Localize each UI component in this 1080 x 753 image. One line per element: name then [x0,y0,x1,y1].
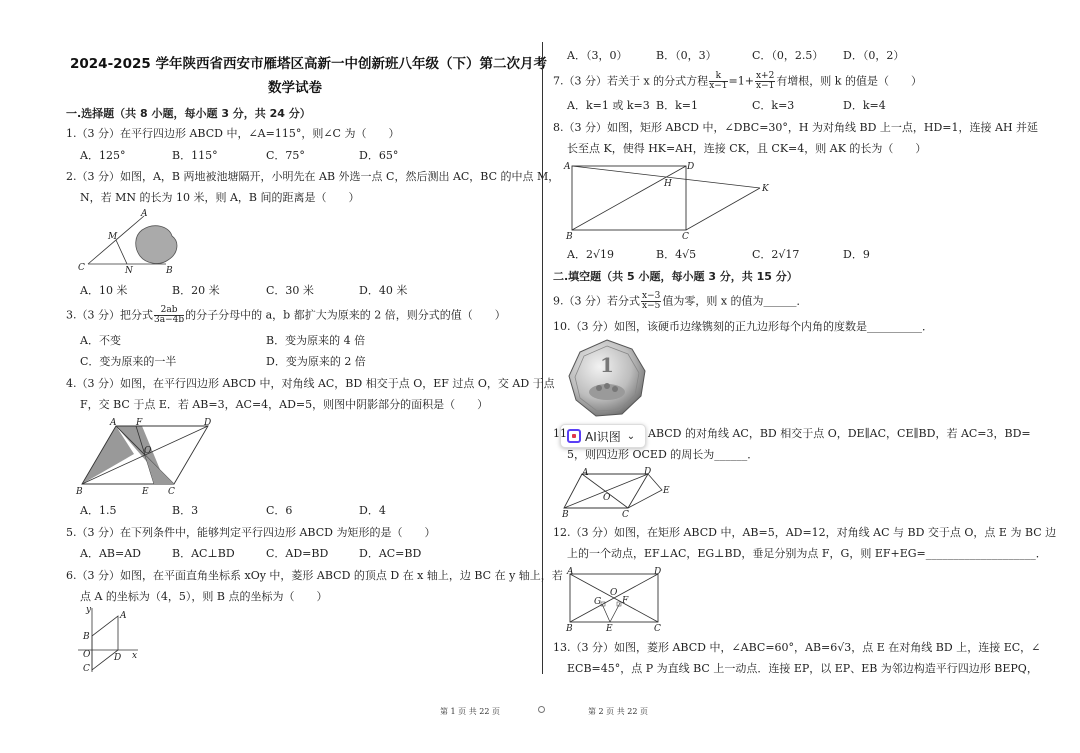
q11-text-line1: ABCD 的对角线 AC，BD 相交于点 O，DE∥AC，CE∥BD，若 AC=3，BD= [648,427,1031,440]
q3-option-c: C．变为原来的一半 [80,355,177,368]
q4-label-o: O [144,446,152,456]
q7-f2-denominator: x−1 [755,81,775,91]
q12-label-b: B [566,624,573,634]
q6-label-a: A [120,611,127,621]
q9-suffix: 值为零，则 x 的值为______． [662,294,808,308]
q10-coin-numeral: 1 [600,353,614,377]
q7-option-a: A．k=1 或 k=3 [567,99,650,112]
q12-rectangle-figure [562,564,672,634]
q8-option-b: B．4√5 [656,248,697,261]
chevron-down-icon: ⌄ [626,430,636,442]
q6-label-o: O [83,650,91,660]
q7-f1-denominator: x−1 [709,81,728,91]
q13-text-line1: 13.（3 分）如图，菱形 ABCD 中，∠ABC=60°，AB=6√3，点 E 在对角线 BD 上，连接 EC，∠ [553,641,1041,654]
q8-label-a: A [564,162,571,172]
q4-text-line2: F，交 BC 于点 E．若 AB=3，AC=4，AD=5，则图中阴影部分的面积是（ ） [80,398,489,411]
q2-label-b: B [166,266,173,276]
footer-page-left: 第 1 页 共 22 页 [440,707,500,716]
q5-text: 5.（3 分）在下列条件中，能够判定平行四边形 ABCD 为矩形的是（ ） [66,526,436,539]
q11-label-b: B [562,510,569,518]
q8-text-line1: 8.（3 分）如图，矩形 ABCD 中，∠DBC=30°，H 为对角线 BD 上一点，HD=1，连接 AH 并延 [553,121,1039,134]
q10-coin-image [566,338,648,420]
q4-label-e: E [142,487,149,496]
q8-label-b: B [566,232,573,242]
q5-option-b: B．AC⊥BD [172,547,235,560]
q1-option-a: A．125° [80,149,126,162]
q3-option-d: D．变为原来的 2 倍 [266,355,366,368]
q11-text-line2: 5，则四边形 OCED 的周长为______． [567,448,759,461]
q7-f1-numerator: k [709,72,727,82]
q1-option-b: B．115° [172,149,218,162]
page-separator-icon [538,706,545,713]
q9-fraction [641,292,661,311]
q1-option-c: C．75° [266,149,305,162]
q6-text-line1: 6.（3 分）如图，在平面直角坐标系 xOy 中，菱形 ABCD 的顶点 D 在 x 轴上，边 BC 在 y 轴上，若 [66,569,563,582]
q6-option-d: D．（0，2） [843,49,905,62]
q7-prefix: 7.（3 分）若关于 x 的分式方程 [553,74,709,88]
q4-option-b: B．3 [172,504,199,517]
q8-label-d: D [687,162,695,172]
q3-prefix: 3.（3 分）把分式 [66,308,153,322]
q8-label-k: K [762,184,769,194]
q6-option-c: C．（0，2.5） [752,49,824,62]
q2-label-n: N [125,266,133,276]
q11-label-a: A [582,468,589,478]
ai-recognize-label: AI识图 [585,429,621,444]
q7-text [553,72,922,91]
q2-label-m: M [108,232,118,242]
q2-text-line1: 2.（3 分）如图，A，B 两地被池塘隔开，小明先在 AB 外选一点 C，然后测出 AC，BC 的中点 M， [66,170,560,183]
q2-option-b: B．20 米 [172,284,220,297]
q4-label-b: B [76,487,83,496]
q2-option-c: C．30 米 [266,284,314,297]
q6-coordinate-figure [76,604,146,676]
q3-option-a: A．不变 [80,334,121,347]
q2-text-line2: N，若 MN 的长为 10 米，则 A，B 间的距离是（ ） [80,191,360,204]
ai-recognize-button[interactable] [560,424,646,448]
q8-label-c: C [682,232,689,242]
q6-option-a: A．（3，0） [567,49,628,62]
q8-rectangle-figure [562,158,782,242]
q4-text-line1: 4.（3 分）如图，在平行四边形 ABCD 中，对角线 AC，BD 相交于点 O，EF 过点 O，交 AD 于点 [66,377,555,390]
q7-option-c: C．k=3 [752,99,795,112]
q2-option-a: A．10 米 [80,284,128,297]
section-choice-heading: 一.选择题（共 8 小题，每小题 3 分，共 24 分） [66,107,311,120]
q6-label-c: C [83,664,90,674]
q4-label-d: D [204,418,212,428]
q7-suffix: 有增根，则 k 的值是（ ） [776,74,922,88]
footer-page-right: 第 2 页 共 22 页 [588,707,648,716]
q11-label-e: E [663,486,670,496]
q10-text: 10.（3 分）如图，该硬币边缘镌刻的正九边形每个内角的度数是__________． [553,320,933,333]
q4-option-d: D．4 [359,504,386,517]
q12-label-c: C [654,624,661,634]
q4-parallelogram-figure [74,416,219,496]
q8-option-a: A．2√19 [567,248,614,261]
q1-option-d: D．65° [359,149,399,162]
q5-option-d: D．AC=BD [359,547,422,560]
q3-numerator: 2ab [154,306,184,316]
q9-numerator: x−3 [642,291,661,301]
q5-option-a: A．AB=AD [80,547,141,560]
q5-option-c: C．AD=BD [266,547,329,560]
q2-label-c: C [78,263,85,273]
q4-label-f: F [136,418,143,428]
q8-option-d: D．9 [843,248,870,261]
q4-option-a: A．1.5 [80,504,117,517]
q12-label-f: F [622,596,629,606]
q9-denominator: x−5 [642,301,661,311]
q3-text [66,306,506,325]
q2-pond-figure [74,208,194,278]
q11-label-c: C [622,510,629,518]
q12-label-d: D [654,567,662,577]
q7-middle: =1+ [728,74,754,88]
q4-label-a: A [110,418,117,428]
q7-f2-numerator: x+2 [755,71,775,81]
q12-label-a: A [567,567,574,577]
q2-option-d: D．40 米 [359,284,408,297]
q8-option-c: C．2√17 [752,248,800,261]
exam-subtitle: 数学试卷 [268,80,322,96]
q6-text-line2: 点 A 的坐标为（4，5），则 B 点的坐标为（ ） [80,590,328,603]
q7-fraction-2 [755,72,775,91]
q6-label-x: x [132,651,138,661]
q12-text-line2: 上的一个动点，EF⊥AC，EG⊥BD，垂足分别为点 F，G，则 EF+EG=____________________． [567,547,1047,560]
q3-option-b: B．变为原来的 4 倍 [266,334,366,347]
q6-label-b: B [83,632,90,642]
q12-label-g: G [594,597,602,607]
q2-label-a: A [141,209,148,219]
q1-text: 1.（3 分）在平行四边形 ABCD 中，∠A=115°，则∠C 为（ ） [66,127,400,140]
q4-label-c: C [168,487,175,496]
q8-label-h: H [664,179,672,189]
q8-text-line2: 长至点 K，使得 HK=AH，连接 CK，且 CK=4，则 AK 的长为（ ） [567,142,927,155]
q6-label-y: y [86,605,92,615]
q6-option-b: B．（0，3） [656,49,717,62]
q11-label-d: D [644,467,652,477]
q7-option-d: D．k=4 [843,99,886,112]
q7-fraction-1 [709,72,727,91]
q13-text-line2: ECB=45°，点 P 为直线 BC 上一动点．连接 EP，以 EP、EB 为邻边构造平行四边形 BEPQ， [567,662,1038,675]
q6-label-d: D [114,653,122,663]
q12-text-line1: 12.（3 分）如图，在矩形 ABCD 中，AB=5，AD=12，对角线 AC 与 BD 交于点 O，点 E 为 BC 边 [553,526,1057,539]
ai-scan-icon [567,429,581,443]
q9-prefix: 9.（3 分）若分式 [553,294,640,308]
q7-option-b: B．k=1 [656,99,698,112]
q11-label-o: O [603,493,611,503]
q4-option-c: C．6 [266,504,293,517]
q12-label-o: O [610,588,618,598]
q3-denominator: 3a−4b [154,315,185,325]
q11-figure [562,466,677,518]
q9-text [553,292,808,311]
exam-title: 2024-2025 学年陕西省西安市雁塔区高新一中创新班八年级（下）第二次月考 [70,56,547,72]
q3-fraction [154,306,184,325]
q3-suffix: 的分子分母中的 a，b 都扩大为原来的 2 倍，则分式的值（ ） [185,308,506,322]
q11-number: 11 [553,427,567,440]
section-fill-heading: 二.填空题（共 5 小题，每小题 3 分，共 15 分） [553,270,798,283]
q12-label-e: E [606,624,613,634]
